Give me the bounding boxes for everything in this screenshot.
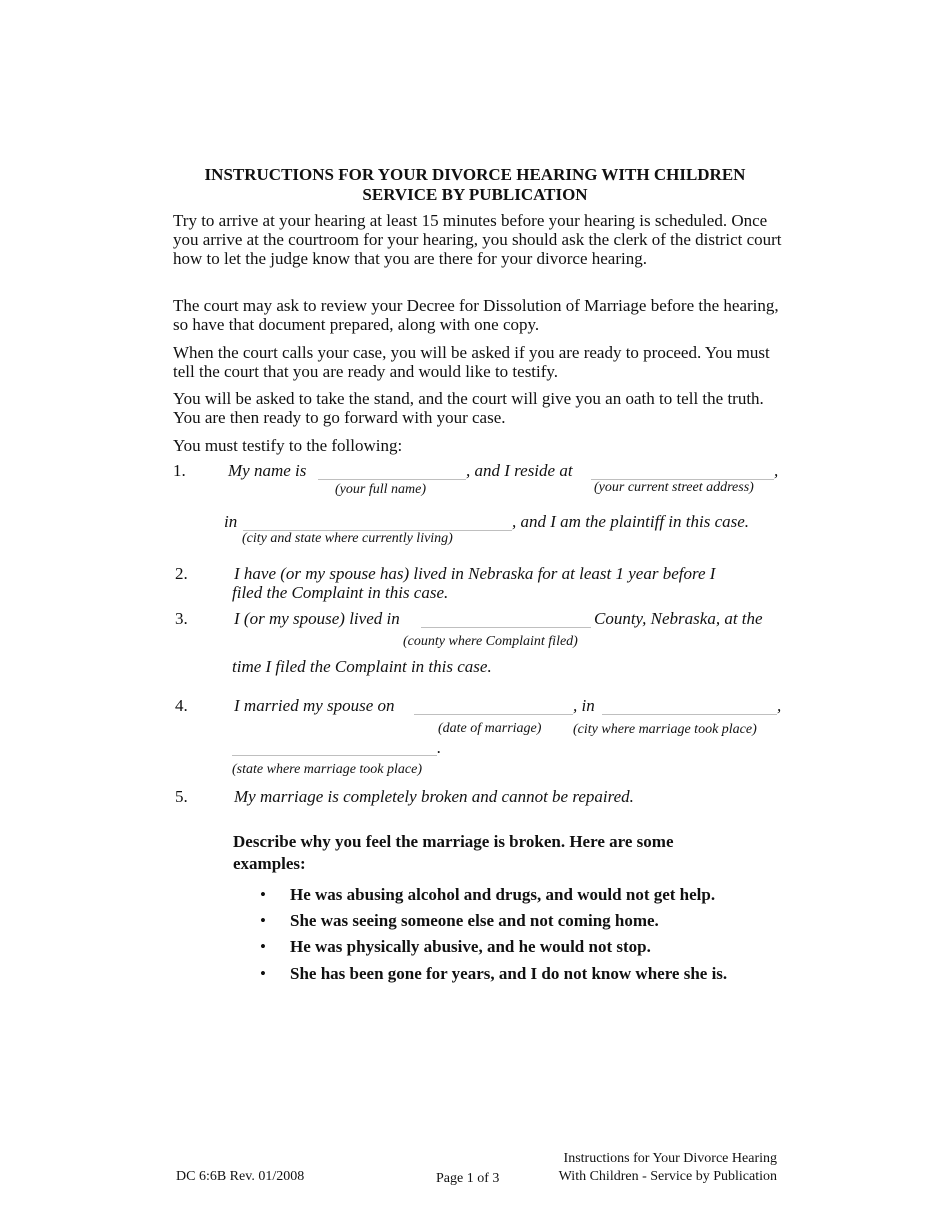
- item3-county-text: County, Nebraska, at the: [594, 609, 763, 628]
- item-number-5: 5.: [175, 787, 188, 806]
- city-state-living-caption: (city and state where currently living): [242, 531, 453, 546]
- county-blank[interactable]: [421, 627, 591, 628]
- footer-doc-title-line-2: With Children - Service by Publication: [558, 1169, 777, 1184]
- document-title-line-2: SERVICE BY PUBLICATION: [362, 185, 588, 204]
- describe-heading-line-2: examples:: [233, 854, 306, 873]
- item2-line-2: filed the Complaint in this case.: [232, 583, 449, 602]
- document-title-line-1: INSTRUCTIONS FOR YOUR DIVORCE HEARING WITH CHILDREN: [204, 165, 746, 184]
- paragraph-decree-review: The court may ask to review your Decree for Dissolution of Marriage before the hearing, so have that document prepared, along with one copy.: [173, 296, 779, 334]
- item2-line-1: I have (or my spouse has) lived in Nebraska for at least 1 year before I: [234, 564, 716, 583]
- describe-heading-line-1: Describe why you feel the marriage is broken. Here are some: [233, 832, 674, 851]
- bullet-icon: •: [260, 885, 266, 904]
- item4-in-text: , in: [573, 696, 595, 715]
- street-address-caption: (your current street address): [594, 480, 754, 495]
- item-number-4: 4.: [175, 696, 188, 715]
- paragraph-testify-following: You must testify to the following:: [173, 436, 403, 455]
- county-caption: (county where Complaint filed): [403, 634, 578, 649]
- footer-form-id: DC 6:6B Rev. 01/2008: [176, 1169, 305, 1184]
- list-item: She has been gone for years, and I do not know where she is.: [290, 964, 728, 983]
- bullet-icon: •: [260, 937, 266, 956]
- bullet-icon: •: [260, 911, 266, 930]
- item1-in-text: in: [224, 512, 238, 531]
- list-item: He was abusing alcohol and drugs, and would not get help.: [290, 885, 716, 904]
- item3-line-2: time I filed the Complaint in this case.: [232, 657, 492, 676]
- marriage-state-caption: (state where marriage took place): [232, 762, 422, 777]
- item-number-1: 1.: [173, 461, 186, 480]
- item4-married-text: I married my spouse on: [234, 696, 395, 715]
- item-number-3: 3.: [175, 609, 188, 628]
- paragraph-take-stand: You will be asked to take the stand, and the court will give you an oath to tell the truth. You are then ready to go forward with your case.: [173, 389, 764, 427]
- marriage-city-blank[interactable]: [602, 714, 777, 715]
- bullet-icon: •: [260, 964, 266, 983]
- full-name-caption: (your full name): [335, 482, 426, 497]
- list-item: She was seeing someone else and not coming home.: [290, 911, 659, 930]
- item1-reside-text: , and I reside at: [466, 461, 573, 480]
- item4-comma: ,: [777, 696, 782, 715]
- item-number-2: 2.: [175, 564, 188, 583]
- item4-period: .: [437, 738, 442, 757]
- paragraph-ready-to-proceed: When the court calls your case, you will be asked if you are ready to proceed. You must tell the court that you are ready and would like to testify.: [173, 343, 770, 381]
- item1-plaintiff-text: , and I am the plaintiff in this case.: [512, 512, 750, 531]
- item1-comma: ,: [774, 461, 779, 480]
- item5-text: My marriage is completely broken and cannot be repaired.: [234, 787, 634, 806]
- item1-name-text: My name is: [228, 461, 307, 480]
- list-item: He was physically abusive, and he would not stop.: [290, 937, 651, 956]
- full-name-blank[interactable]: [318, 479, 466, 480]
- marriage-date-caption: (date of marriage): [438, 721, 542, 736]
- footer-page-number: Page 1 of 3: [436, 1171, 500, 1186]
- footer-doc-title-line-1: Instructions for Your Divorce Hearing: [563, 1151, 777, 1166]
- paragraph-arrive-early: Try to arrive at your hearing at least 15 minutes before your hearing is scheduled. Once you arrive at the courtroom for your hearing, you should ask the clerk of the district court how to let the judge know that you are there for your divorce hearing.: [173, 211, 782, 268]
- marriage-city-caption: (city where marriage took place): [573, 722, 757, 737]
- item3-lived-text: I (or my spouse) lived in: [234, 609, 400, 628]
- marriage-date-blank[interactable]: [414, 714, 573, 715]
- marriage-state-blank[interactable]: [232, 755, 437, 756]
